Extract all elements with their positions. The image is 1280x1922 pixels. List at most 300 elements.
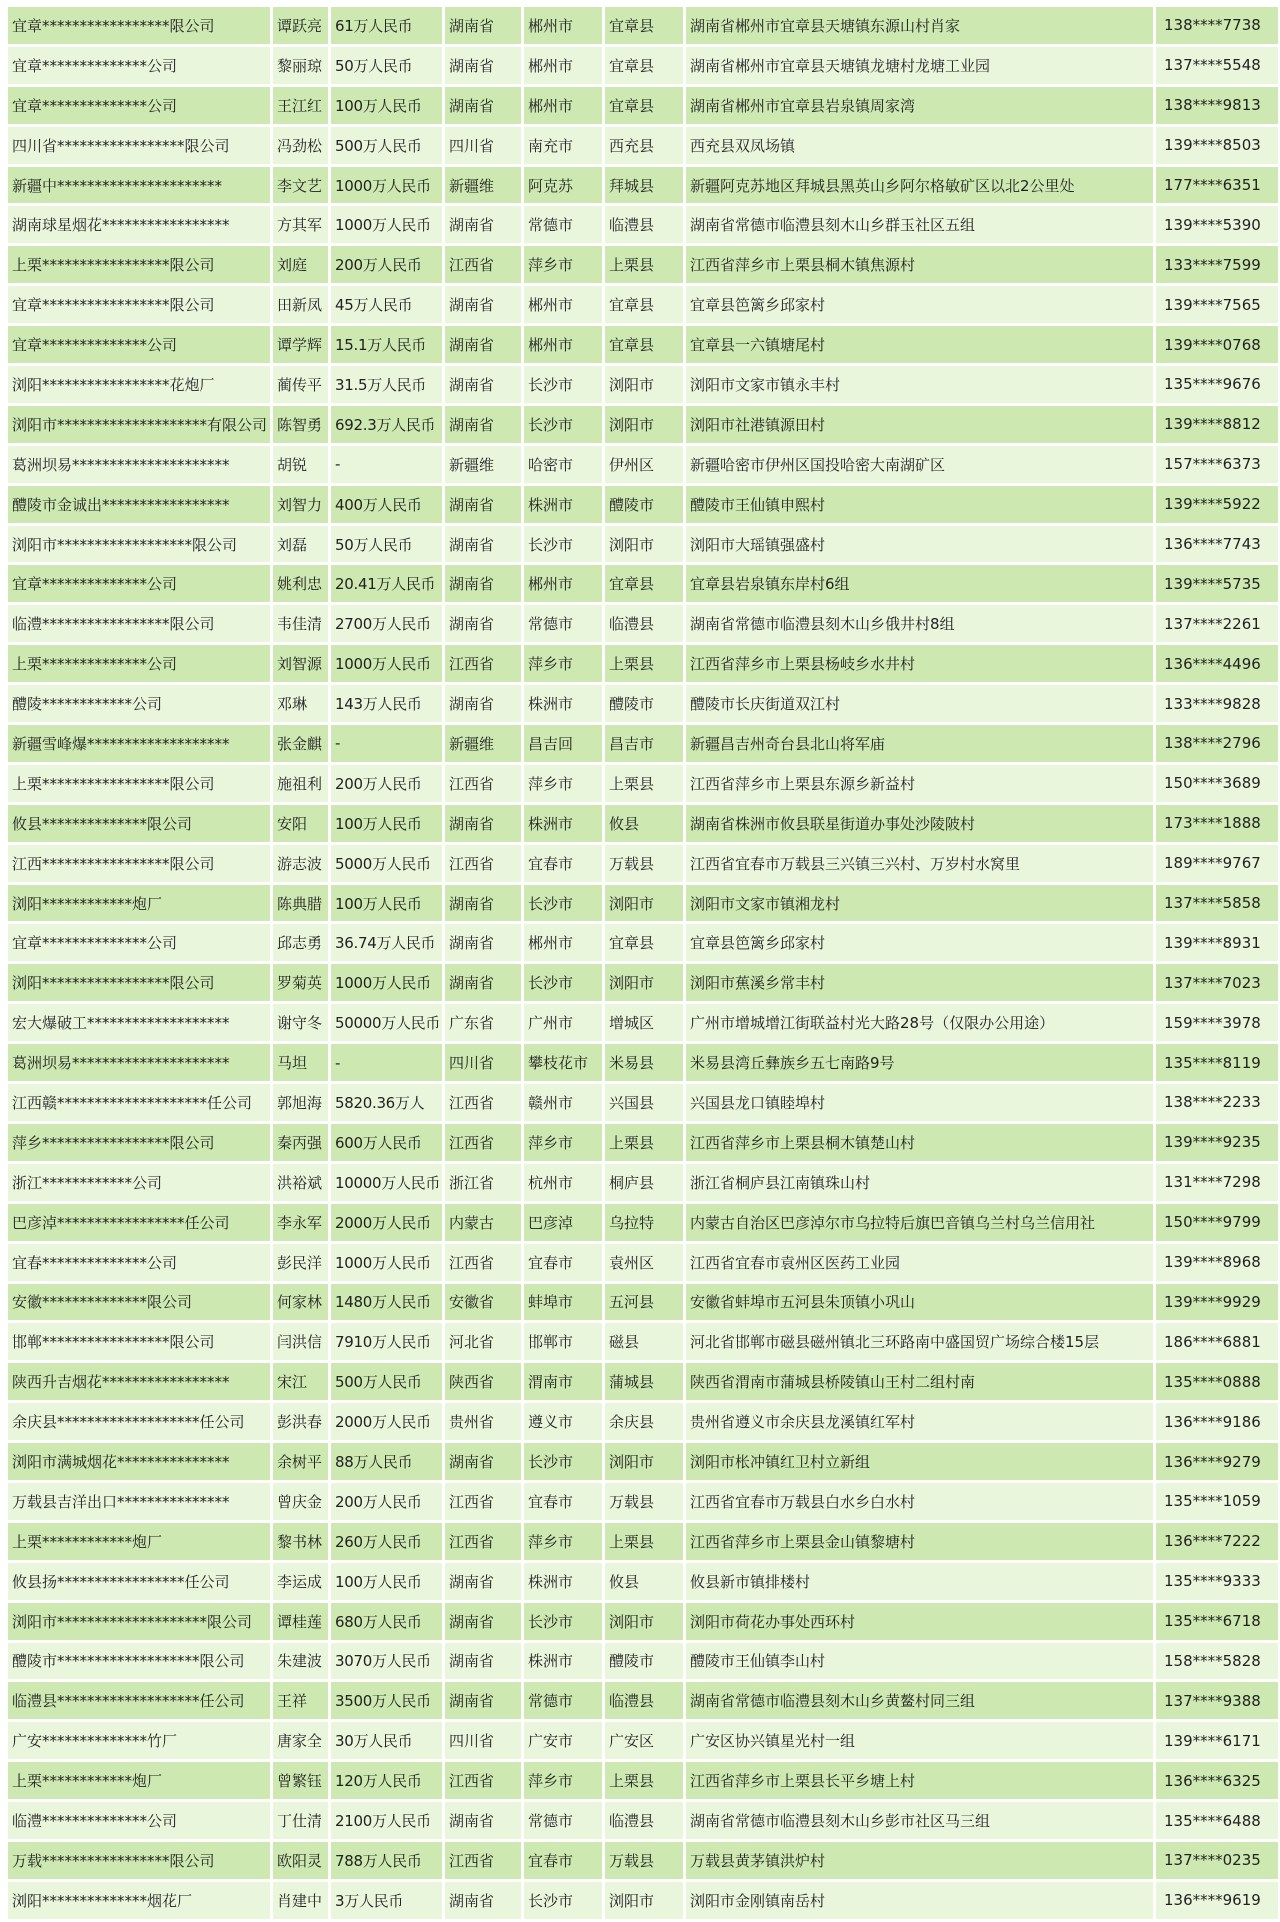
city-cell: 宜春市 [524, 845, 602, 882]
city-cell: 宜春市 [524, 1842, 602, 1879]
address-cell: 浙江省桐庐县江南镇珠山村 [686, 1164, 1153, 1201]
legal-person-cell: 朱建波 [273, 1643, 328, 1680]
province-cell: 湖南省 [445, 1882, 521, 1919]
county-cell: 袁州区 [605, 1244, 683, 1281]
province-cell: 湖南省 [445, 526, 521, 563]
address-cell: 湖南省常德市临澧县刻木山乡彭市社区马三组 [686, 1802, 1153, 1839]
address-cell: 湖南省常德市临澧县刻木山乡俄井村8组 [686, 605, 1153, 642]
county-cell: 拜城县 [605, 167, 683, 204]
county-cell: 昌吉市 [605, 725, 683, 762]
address-cell: 河北省邯郸市磁县磁州镇北三环路南中盛国贸广场综合楼15层 [686, 1323, 1153, 1360]
address-cell: 浏阳市枨冲镇红卫村立新组 [686, 1443, 1153, 1480]
company-name-cell: 宜章**************公司 [8, 326, 270, 363]
province-cell: 四川省 [445, 1722, 521, 1759]
company-name-cell: 陕西升吉烟花***************** [8, 1363, 270, 1400]
registered-capital-cell: 15.1万人民币 [331, 326, 442, 363]
table-row [8, 167, 1278, 204]
legal-person-cell: 李运成 [273, 1563, 328, 1600]
table-row [8, 924, 1278, 961]
company-name-cell: 宜章**************公司 [8, 87, 270, 124]
table-row [8, 446, 1278, 483]
phone-cell: 135****0888 [1156, 1363, 1278, 1400]
company-name-cell: 江西*****************限公司 [8, 845, 270, 882]
city-cell: 株洲市 [524, 685, 602, 722]
table-row [8, 1164, 1278, 1201]
city-cell: 郴州市 [524, 924, 602, 961]
table-row [8, 1722, 1278, 1759]
address-cell: 醴陵市王仙镇申熙村 [686, 486, 1153, 523]
county-cell: 宜章县 [605, 286, 683, 323]
county-cell: 浏阳市 [605, 366, 683, 403]
legal-person-cell: 陈智勇 [273, 406, 328, 443]
city-cell: 哈密市 [524, 446, 602, 483]
address-cell: 江西省萍乡市上栗县桐木镇焦源村 [686, 246, 1153, 283]
table-row [8, 1363, 1278, 1400]
province-cell: 四川省 [445, 1044, 521, 1081]
table-row [8, 486, 1278, 523]
company-name-cell: 宜章**************公司 [8, 565, 270, 602]
province-cell: 江西省 [445, 246, 521, 283]
phone-cell: 135****6718 [1156, 1603, 1278, 1640]
city-cell: 长沙市 [524, 1882, 602, 1919]
county-cell: 临澧县 [605, 1802, 683, 1839]
registered-capital-cell: 3070万人民币 [331, 1643, 442, 1680]
company-name-cell: 上栗*****************限公司 [8, 246, 270, 283]
company-name-cell: 湖南球星烟花***************** [8, 206, 270, 243]
registered-capital-cell: 692.3万人民币 [331, 406, 442, 443]
legal-person-cell: 谢守冬 [273, 1004, 328, 1041]
province-cell: 湖南省 [445, 565, 521, 602]
registered-capital-cell: 100万人民币 [331, 885, 442, 922]
city-cell: 杭州市 [524, 1164, 602, 1201]
legal-person-cell: 安阳 [273, 805, 328, 842]
phone-cell: 137****7023 [1156, 964, 1278, 1001]
province-cell: 安徽省 [445, 1284, 521, 1321]
registered-capital-cell: 680万人民币 [331, 1603, 442, 1640]
legal-person-cell: 姚利忠 [273, 565, 328, 602]
county-cell: 余庆县 [605, 1403, 683, 1440]
city-cell: 邯郸市 [524, 1323, 602, 1360]
registered-capital-cell: 45万人民币 [331, 286, 442, 323]
address-cell: 江西省萍乡市上栗县金山镇黎塘村 [686, 1523, 1153, 1560]
province-cell: 湖南省 [445, 406, 521, 443]
phone-cell: 177****6351 [1156, 167, 1278, 204]
phone-cell: 135****1059 [1156, 1483, 1278, 1520]
phone-cell: 158****5828 [1156, 1643, 1278, 1680]
table-row [8, 645, 1278, 682]
table-row [8, 1483, 1278, 1520]
company-name-cell: 浏阳*****************限公司 [8, 964, 270, 1001]
province-cell: 湖南省 [445, 964, 521, 1001]
registered-capital-cell: - [331, 1044, 442, 1081]
address-cell: 宜章县一六镇塘尾村 [686, 326, 1153, 363]
address-cell: 浏阳市荷花办事处西环村 [686, 1603, 1153, 1640]
phone-cell: 150****3689 [1156, 765, 1278, 802]
company-name-cell: 宜春**************公司 [8, 1244, 270, 1281]
phone-cell: 139****7565 [1156, 286, 1278, 323]
province-cell: 江西省 [445, 1483, 521, 1520]
address-cell: 陕西省渭南市蒲城县桥陵镇山王村二组村南 [686, 1363, 1153, 1400]
address-cell: 江西省萍乡市上栗县长平乡塘上村 [686, 1762, 1153, 1799]
table-row [8, 206, 1278, 243]
address-cell: 江西省宜春市万载县三兴镇三兴村、万岁村水窝里 [686, 845, 1153, 882]
legal-person-cell: 唐家全 [273, 1722, 328, 1759]
city-cell: 长沙市 [524, 1443, 602, 1480]
province-cell: 湖南省 [445, 1802, 521, 1839]
legal-person-cell: 马坦 [273, 1044, 328, 1081]
province-cell: 湖南省 [445, 326, 521, 363]
phone-cell: 139****9929 [1156, 1284, 1278, 1321]
registered-capital-cell: 1000万人民币 [331, 1244, 442, 1281]
city-cell: 萍乡市 [524, 1523, 602, 1560]
company-name-cell: 宏大爆破工******************* [8, 1004, 270, 1041]
county-cell: 宜章县 [605, 924, 683, 961]
province-cell: 湖南省 [445, 605, 521, 642]
registered-capital-cell: 200万人民币 [331, 1483, 442, 1520]
legal-person-cell: 郭旭海 [273, 1084, 328, 1121]
company-name-cell: 临澧**************公司 [8, 1802, 270, 1839]
city-cell: 赣州市 [524, 1084, 602, 1121]
table-row [8, 47, 1278, 84]
table-row [8, 1603, 1278, 1640]
legal-person-cell: 刘智源 [273, 645, 328, 682]
city-cell: 蚌埠市 [524, 1284, 602, 1321]
legal-person-cell: 谭跃亮 [273, 7, 328, 44]
table-row [8, 1044, 1278, 1081]
province-cell: 新疆维 [445, 167, 521, 204]
table-row [8, 1084, 1278, 1121]
phone-cell: 138****7738 [1156, 7, 1278, 44]
table-row [8, 1323, 1278, 1360]
registered-capital-cell: 100万人民币 [331, 805, 442, 842]
legal-person-cell: 方其军 [273, 206, 328, 243]
phone-cell: 189****9767 [1156, 845, 1278, 882]
phone-cell: 136****9279 [1156, 1443, 1278, 1480]
province-cell: 陕西省 [445, 1363, 521, 1400]
company-name-cell: 浏阳*****************花炮厂 [8, 366, 270, 403]
company-name-cell: 葛洲坝易********************* [8, 1044, 270, 1081]
company-name-cell: 宜章*****************限公司 [8, 7, 270, 44]
city-cell: 株洲市 [524, 486, 602, 523]
legal-person-cell: 宋江 [273, 1363, 328, 1400]
phone-cell: 139****8931 [1156, 924, 1278, 961]
province-cell: 新疆维 [445, 725, 521, 762]
city-cell: 宜春市 [524, 1483, 602, 1520]
city-cell: 萍乡市 [524, 246, 602, 283]
province-cell: 湖南省 [445, 1682, 521, 1719]
city-cell: 郴州市 [524, 87, 602, 124]
county-cell: 临澧县 [605, 1682, 683, 1719]
county-cell: 万载县 [605, 1483, 683, 1520]
registered-capital-cell: 2100万人民币 [331, 1802, 442, 1839]
company-name-cell: 上栗************炮厂 [8, 1762, 270, 1799]
legal-person-cell: 邱志勇 [273, 924, 328, 961]
registered-capital-cell: 36.74万人民币 [331, 924, 442, 961]
county-cell: 磁县 [605, 1323, 683, 1360]
address-cell: 万载县黄茅镇洪炉村 [686, 1842, 1153, 1879]
county-cell: 宜章县 [605, 7, 683, 44]
phone-cell: 137****0235 [1156, 1842, 1278, 1879]
county-cell: 浏阳市 [605, 1603, 683, 1640]
province-cell: 新疆维 [445, 446, 521, 483]
address-cell: 浏阳市大瑶镇强盛村 [686, 526, 1153, 563]
registered-capital-cell: 788万人民币 [331, 1842, 442, 1879]
table-row [8, 366, 1278, 403]
province-cell: 江西省 [445, 765, 521, 802]
table-row [8, 765, 1278, 802]
table-row [8, 685, 1278, 722]
legal-person-cell: 冯劲松 [273, 127, 328, 164]
address-cell: 宜章县笆篱乡邱家村 [686, 286, 1153, 323]
company-name-cell: 四川省*****************限公司 [8, 127, 270, 164]
city-cell: 郴州市 [524, 47, 602, 84]
registered-capital-cell: 400万人民币 [331, 486, 442, 523]
legal-person-cell: 刘庭 [273, 246, 328, 283]
legal-person-cell: 彭洪春 [273, 1403, 328, 1440]
company-name-cell: 醴陵市金诚出***************** [8, 486, 270, 523]
registered-capital-cell: 500万人民币 [331, 1363, 442, 1400]
phone-cell: 150****9799 [1156, 1204, 1278, 1241]
registered-capital-cell: 1000万人民币 [331, 167, 442, 204]
address-cell: 浏阳市文家市镇永丰村 [686, 366, 1153, 403]
address-cell: 攸县新市镇排楼村 [686, 1563, 1153, 1600]
registered-capital-cell: 50万人民币 [331, 526, 442, 563]
province-cell: 湖南省 [445, 206, 521, 243]
county-cell: 兴国县 [605, 1084, 683, 1121]
city-cell: 宜春市 [524, 1244, 602, 1281]
table-row [8, 845, 1278, 882]
county-cell: 万载县 [605, 845, 683, 882]
company-name-cell: 浏阳市********************有限公司 [8, 406, 270, 443]
legal-person-cell: 曾繁钰 [273, 1762, 328, 1799]
phone-cell: 133****9828 [1156, 685, 1278, 722]
phone-cell: 137****2261 [1156, 605, 1278, 642]
company-name-cell: 浏阳**************烟花厂 [8, 1882, 270, 1919]
registered-capital-cell: 7910万人民币 [331, 1323, 442, 1360]
company-name-cell: 巴彦淖*****************任公司 [8, 1204, 270, 1241]
registered-capital-cell: 100万人民币 [331, 1563, 442, 1600]
province-cell: 江西省 [445, 1124, 521, 1161]
company-name-cell: 萍乡*****************限公司 [8, 1124, 270, 1161]
company-name-cell: 浏阳************炮厂 [8, 885, 270, 922]
company-name-cell: 攸县**************限公司 [8, 805, 270, 842]
table-row [8, 1124, 1278, 1161]
legal-person-cell: 胡锐 [273, 446, 328, 483]
company-name-cell: 临澧县*******************任公司 [8, 1682, 270, 1719]
legal-person-cell: 肖建中 [273, 1882, 328, 1919]
company-name-cell: 浏阳市满城烟花*************** [8, 1443, 270, 1480]
county-cell: 宜章县 [605, 565, 683, 602]
phone-cell: 137****9388 [1156, 1682, 1278, 1719]
city-cell: 郴州市 [524, 326, 602, 363]
county-cell: 伊州区 [605, 446, 683, 483]
city-cell: 长沙市 [524, 406, 602, 443]
table-row [8, 406, 1278, 443]
company-name-cell: 江西赣********************任公司 [8, 1084, 270, 1121]
city-cell: 长沙市 [524, 1603, 602, 1640]
phone-cell: 139****8968 [1156, 1244, 1278, 1281]
legal-person-cell: 黎丽琼 [273, 47, 328, 84]
legal-person-cell: 张金麒 [273, 725, 328, 762]
legal-person-cell: 游志波 [273, 845, 328, 882]
table-body [8, 7, 1278, 1919]
city-cell: 常德市 [524, 1682, 602, 1719]
table-row [8, 1682, 1278, 1719]
registered-capital-cell: 5000万人民币 [331, 845, 442, 882]
phone-cell: 135****9333 [1156, 1563, 1278, 1600]
province-cell: 湖南省 [445, 286, 521, 323]
address-cell: 宜章县笆篱乡邱家村 [686, 924, 1153, 961]
registered-capital-cell: 1000万人民币 [331, 206, 442, 243]
county-cell: 上栗县 [605, 1124, 683, 1161]
address-cell: 江西省宜春市万载县白水乡白水村 [686, 1483, 1153, 1520]
address-cell: 醴陵市王仙镇李山村 [686, 1643, 1153, 1680]
legal-person-cell: 谭桂莲 [273, 1603, 328, 1640]
phone-cell: 186****6881 [1156, 1323, 1278, 1360]
registered-capital-cell: 200万人民币 [331, 246, 442, 283]
phone-cell: 139****5735 [1156, 565, 1278, 602]
county-cell: 广安区 [605, 1722, 683, 1759]
table-row [8, 1762, 1278, 1799]
province-cell: 湖南省 [445, 1643, 521, 1680]
phone-cell: 131****7298 [1156, 1164, 1278, 1201]
company-table-container [5, 4, 1275, 1922]
phone-cell: 133****7599 [1156, 246, 1278, 283]
registered-capital-cell: 3500万人民币 [331, 1682, 442, 1719]
registered-capital-cell: 50000万人民币 [331, 1004, 442, 1041]
province-cell: 湖南省 [445, 47, 521, 84]
phone-cell: 139****9235 [1156, 1124, 1278, 1161]
address-cell: 湖南省郴州市宜章县岩泉镇周家湾 [686, 87, 1153, 124]
address-cell: 安徽省蚌埠市五河县朱顶镇小巩山 [686, 1284, 1153, 1321]
table-row [8, 1563, 1278, 1600]
phone-cell: 136****4496 [1156, 645, 1278, 682]
company-table [5, 4, 1280, 1922]
county-cell: 浏阳市 [605, 885, 683, 922]
county-cell: 醴陵市 [605, 1643, 683, 1680]
address-cell: 新疆昌吉州奇台县北山将军庙 [686, 725, 1153, 762]
table-row [8, 885, 1278, 922]
phone-cell: 136****9186 [1156, 1403, 1278, 1440]
company-name-cell: 万载县吉洋出口*************** [8, 1483, 270, 1520]
table-row [8, 286, 1278, 323]
phone-cell: 138****9813 [1156, 87, 1278, 124]
address-cell: 江西省宜春市袁州区医药工业园 [686, 1244, 1153, 1281]
county-cell: 五河县 [605, 1284, 683, 1321]
address-cell: 西充县双凤场镇 [686, 127, 1153, 164]
registered-capital-cell: 260万人民币 [331, 1523, 442, 1560]
registered-capital-cell: 50万人民币 [331, 47, 442, 84]
county-cell: 上栗县 [605, 1762, 683, 1799]
company-name-cell: 新疆中********************** [8, 167, 270, 204]
legal-person-cell: 刘磊 [273, 526, 328, 563]
company-name-cell: 上栗************炮厂 [8, 1523, 270, 1560]
company-name-cell: 新疆雪峰爆******************* [8, 725, 270, 762]
county-cell: 上栗县 [605, 765, 683, 802]
legal-person-cell: 丁仕清 [273, 1802, 328, 1839]
address-cell: 湖南省株洲市攸县联星街道办事处沙陵陂村 [686, 805, 1153, 842]
legal-person-cell: 刘智力 [273, 486, 328, 523]
table-row [8, 246, 1278, 283]
phone-cell: 157****6373 [1156, 446, 1278, 483]
legal-person-cell: 李文艺 [273, 167, 328, 204]
city-cell: 攀枝花市 [524, 1044, 602, 1081]
city-cell: 常德市 [524, 206, 602, 243]
company-name-cell: 邯郸*****************限公司 [8, 1323, 270, 1360]
address-cell: 浏阳市社港镇源田村 [686, 406, 1153, 443]
province-cell: 江西省 [445, 1523, 521, 1560]
province-cell: 湖南省 [445, 366, 521, 403]
company-name-cell: 临澧*****************限公司 [8, 605, 270, 642]
province-cell: 江西省 [445, 645, 521, 682]
phone-cell: 139****0768 [1156, 326, 1278, 363]
registered-capital-cell: 1480万人民币 [331, 1284, 442, 1321]
registered-capital-cell: 20.41万人民币 [331, 565, 442, 602]
province-cell: 江西省 [445, 1084, 521, 1121]
registered-capital-cell: 120万人民币 [331, 1762, 442, 1799]
city-cell: 昌吉回 [524, 725, 602, 762]
county-cell: 浏阳市 [605, 526, 683, 563]
city-cell: 遵义市 [524, 1403, 602, 1440]
table-row [8, 725, 1278, 762]
legal-person-cell: 欧阳灵 [273, 1842, 328, 1879]
registered-capital-cell: 88万人民币 [331, 1443, 442, 1480]
county-cell: 攸县 [605, 1563, 683, 1600]
registered-capital-cell: 200万人民币 [331, 765, 442, 802]
phone-cell: 139****6171 [1156, 1722, 1278, 1759]
legal-person-cell: 彭民洋 [273, 1244, 328, 1281]
county-cell: 临澧县 [605, 605, 683, 642]
address-cell: 江西省萍乡市上栗县东源乡新益村 [686, 765, 1153, 802]
company-name-cell: 广安**************竹厂 [8, 1722, 270, 1759]
address-cell: 新疆哈密市伊州区国投哈密大南湖矿区 [686, 446, 1153, 483]
phone-cell: 139****5922 [1156, 486, 1278, 523]
table-row [8, 1403, 1278, 1440]
company-name-cell: 宜章**************公司 [8, 47, 270, 84]
county-cell: 增城区 [605, 1004, 683, 1041]
registered-capital-cell: 31.5万人民币 [331, 366, 442, 403]
province-cell: 内蒙古 [445, 1204, 521, 1241]
city-cell: 萍乡市 [524, 1124, 602, 1161]
registered-capital-cell: 61万人民币 [331, 7, 442, 44]
company-name-cell: 攸县扬*****************任公司 [8, 1563, 270, 1600]
address-cell: 贵州省遵义市余庆县龙溪镇红军村 [686, 1403, 1153, 1440]
registered-capital-cell: 1000万人民币 [331, 964, 442, 1001]
county-cell: 上栗县 [605, 645, 683, 682]
province-cell: 湖南省 [445, 1443, 521, 1480]
county-cell: 宜章县 [605, 87, 683, 124]
legal-person-cell: 施祖利 [273, 765, 328, 802]
city-cell: 萍乡市 [524, 645, 602, 682]
city-cell: 阿克苏 [524, 167, 602, 204]
company-name-cell: 万载*****************限公司 [8, 1842, 270, 1879]
address-cell: 湖南省郴州市宜章县天塘镇东源山村肖家 [686, 7, 1153, 44]
table-row [8, 605, 1278, 642]
province-cell: 江西省 [445, 1244, 521, 1281]
company-name-cell: 宜章*****************限公司 [8, 286, 270, 323]
city-cell: 南充市 [524, 127, 602, 164]
table-row [8, 565, 1278, 602]
address-cell: 米易县湾丘彝族乡五七南路9号 [686, 1044, 1153, 1081]
address-cell: 广州市增城增江街联益村光大路28号（仅限办公用途） [686, 1004, 1153, 1041]
city-cell: 长沙市 [524, 964, 602, 1001]
phone-cell: 136****7743 [1156, 526, 1278, 563]
table-row [8, 526, 1278, 563]
county-cell: 浏阳市 [605, 1882, 683, 1919]
county-cell: 浏阳市 [605, 406, 683, 443]
address-cell: 浏阳市金刚镇南岳村 [686, 1882, 1153, 1919]
city-cell: 株洲市 [524, 1563, 602, 1600]
